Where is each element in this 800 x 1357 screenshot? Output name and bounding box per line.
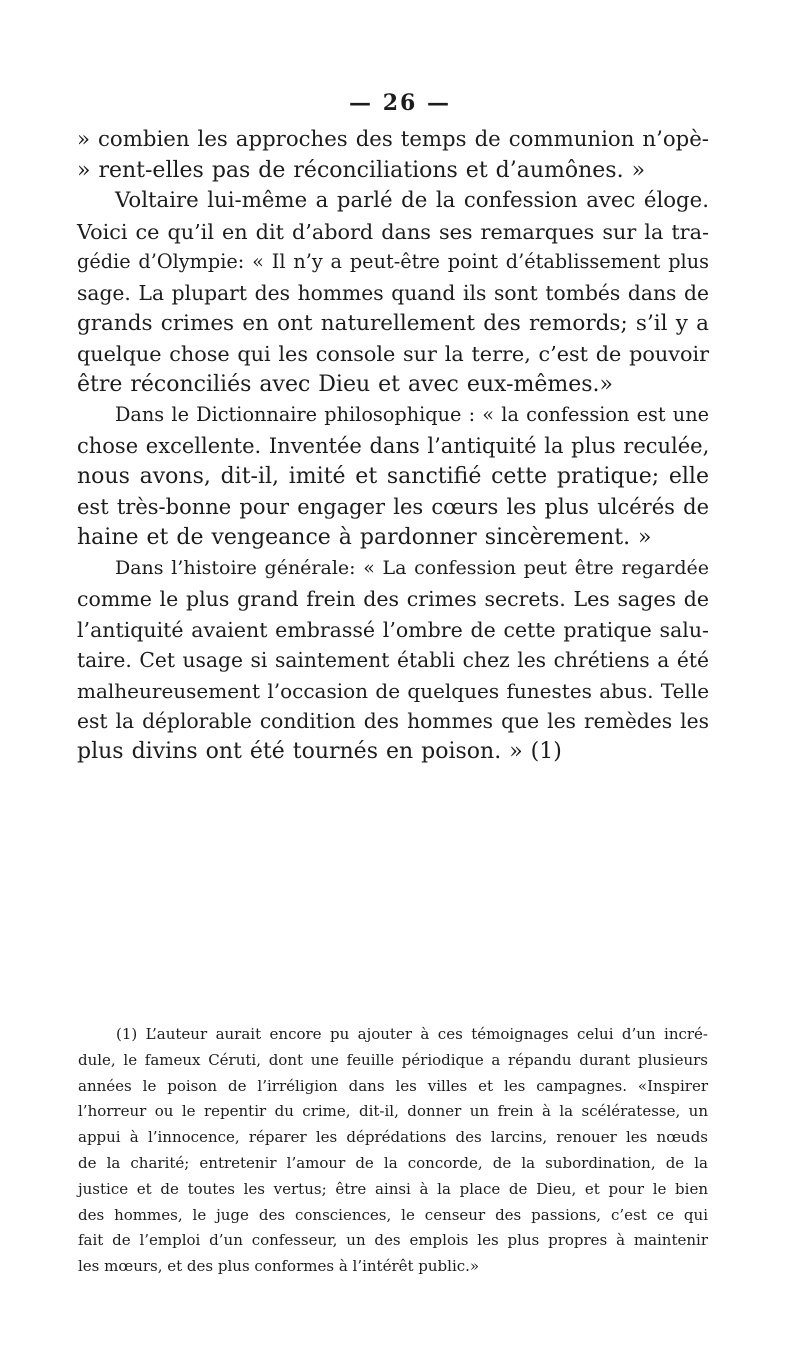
page-number: — 26 — bbox=[349, 90, 451, 116]
body-line: » combien les approches des temps de communion n’opè- bbox=[77, 127, 709, 152]
footnote-line: justice et de toutes les vertus; être ainsi à la place de Dieu, et pour le bien bbox=[78, 1179, 708, 1198]
footnote-line: des hommes, le juge des consciences, le censeur des passions, c’est ce qui bbox=[78, 1205, 708, 1224]
body-line: plus divins ont été tournés en poison. » (1) bbox=[77, 738, 562, 764]
footnote-line: dule, le fameux Céruti, dont une feuille périodique a répandu durant plusieurs bbox=[78, 1050, 708, 1069]
footnote-line: fait de l’emploi d’un confesseur, un des emplois les plus propres à maintenir bbox=[78, 1231, 708, 1250]
footnote-line: années le poison de l’irréligion dans les villes et les campagnes. «Inspirer bbox=[78, 1076, 708, 1095]
footnote-line: appui à l’innocence, réparer les déprédations des larcins, renouer les nœuds bbox=[78, 1128, 708, 1147]
footnote-line: l’horreur ou le repentir du crime, dit-il, donner un frein à la scélératesse, un bbox=[78, 1102, 708, 1121]
body-text bbox=[77, 125, 709, 767]
body-line: Dans l’histoire générale: « La confession peut être regardée bbox=[115, 557, 709, 580]
body-line: être réconciliés avec Dieu et avec eux-mêmes.» bbox=[77, 371, 614, 397]
body-line: grands crimes en ont naturellement des remords; s’il y a bbox=[77, 310, 709, 336]
body-line: est la déplorable condition des hommes que les remèdes les bbox=[77, 709, 709, 734]
body-line: est très-bonne pour engager les cœurs les plus ulcérés de bbox=[77, 495, 709, 520]
body-line: gédie d’Olympie: « Il n’y a peut-être point d’établissement plus bbox=[77, 250, 709, 274]
footnote-line: de la charité; entretenir l’amour de la concorde, de la subordination, de la bbox=[78, 1153, 708, 1172]
body-line: malheureusement l’occasion de quelques funestes abus. Telle bbox=[77, 678, 710, 703]
body-line: sage. La plupart des hommes quand ils sont tombés dans de bbox=[77, 280, 709, 305]
body-line: Voltaire lui-même a parlé de la confession avec éloge. bbox=[115, 188, 709, 214]
body-line: quelque chose qui les console sur la terre, c’est de pouvoir bbox=[77, 342, 709, 367]
body-line: comme le plus grand frein des crimes secrets. Les sages de bbox=[77, 586, 709, 611]
body-line: Voici ce qu’il en dit d’abord dans ses remarques sur la tra- bbox=[77, 219, 709, 244]
body-line: l’antiquité avaient embrassé l’ombre de cette pratique salu- bbox=[77, 617, 709, 642]
body-line: taire. Cet usage si saintement établi chez les chrétiens a été bbox=[77, 648, 709, 673]
body-line: » rent-elles pas de réconciliations et d’aumônes. » bbox=[77, 157, 646, 183]
footnote-line: les mœurs, et des plus conformes à l’intérêt public.» bbox=[78, 1257, 480, 1276]
body-line: chose excellente. Inventée dans l’antiquité la plus reculée, bbox=[77, 433, 710, 458]
footnote bbox=[78, 1022, 708, 1280]
body-line: haine et de vengeance à pardonner sincèrement. » bbox=[77, 524, 652, 550]
body-line: Dans le Dictionnaire philosophique : « la confession est une bbox=[115, 403, 709, 427]
body-line: nous avons, dit-il, imité et sanctifié cette pratique; elle bbox=[77, 463, 709, 489]
footnote-line: (1) L’auteur aurait encore pu ajouter à ces témoignages celui d’un incré- bbox=[116, 1025, 708, 1043]
